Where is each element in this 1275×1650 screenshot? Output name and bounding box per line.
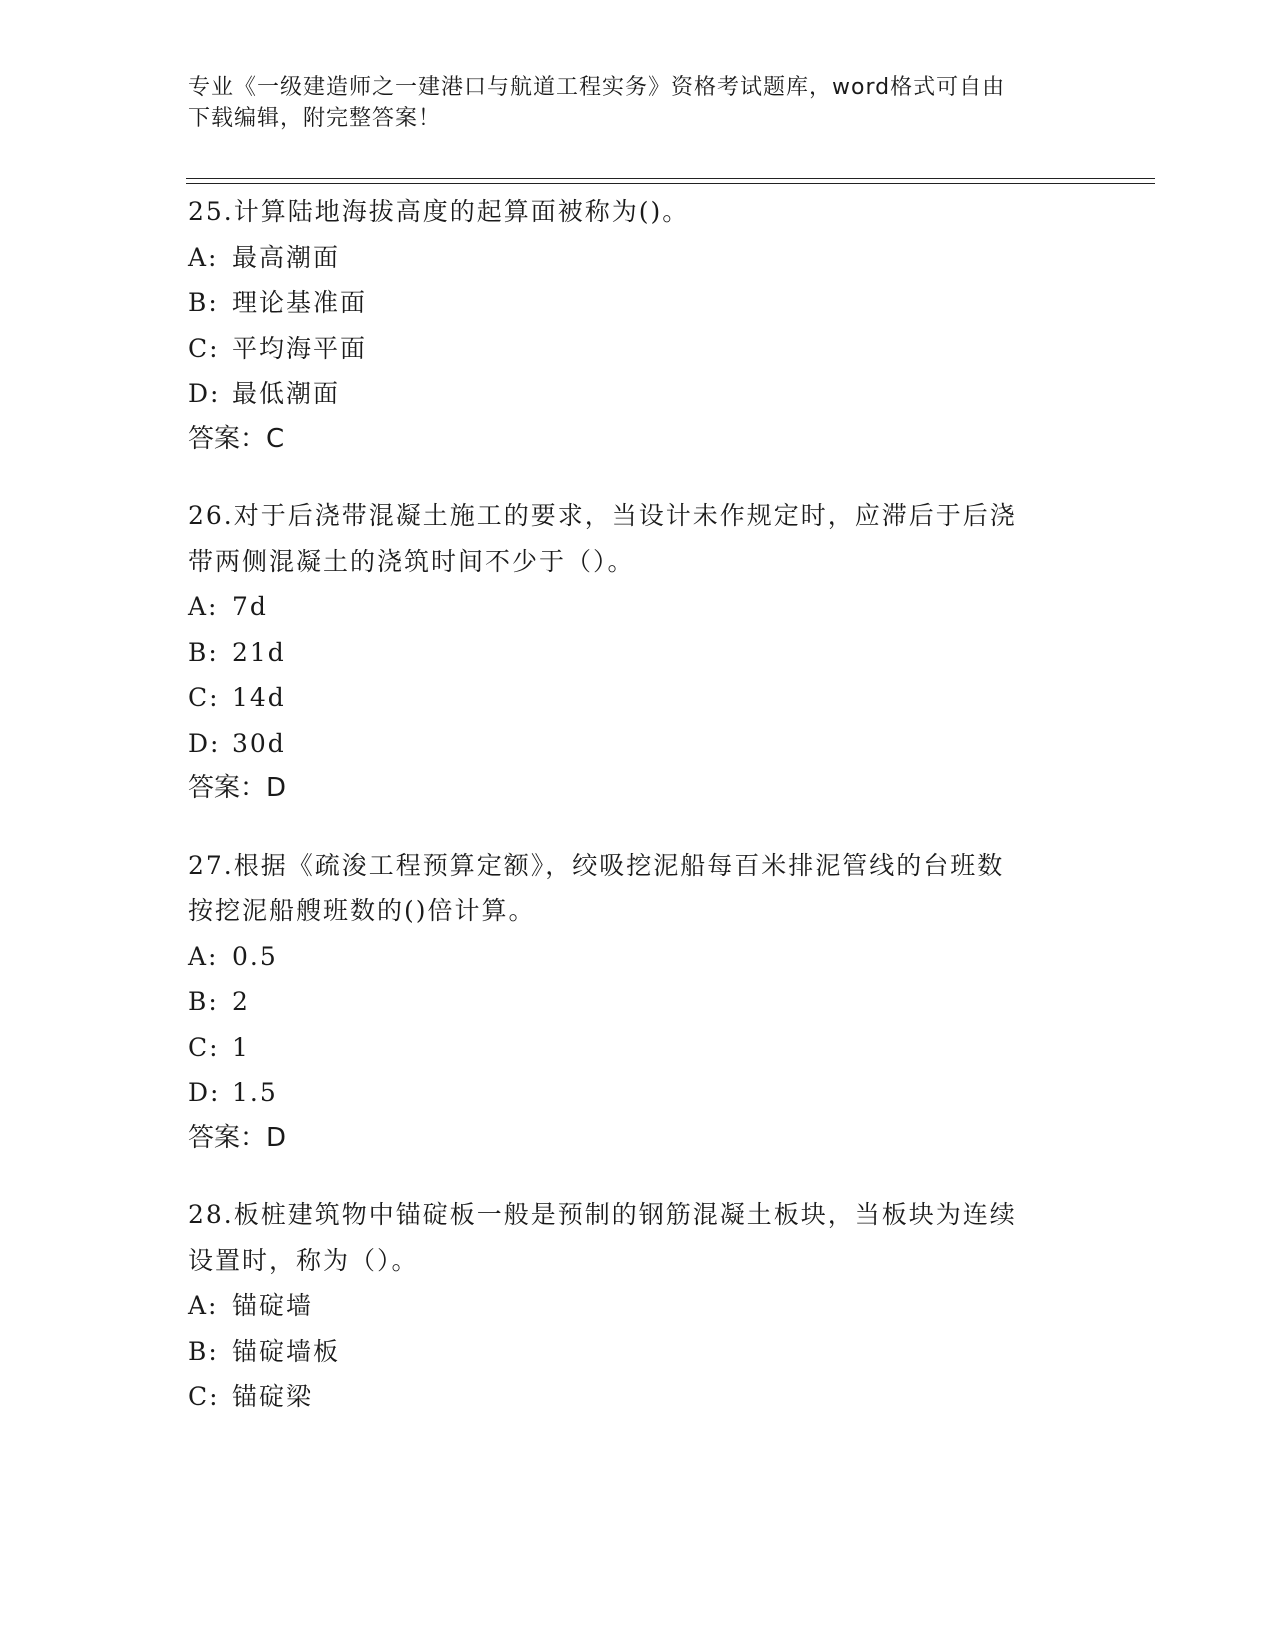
option-label: B: [188, 1336, 219, 1366]
option-text: 2 [232, 987, 250, 1016]
option-row [188, 1070, 1088, 1116]
option-label: C: [188, 683, 220, 712]
option-row [188, 1374, 1088, 1420]
option-text: 理论基准面 [232, 288, 368, 317]
option-text: 最低潮面 [232, 379, 341, 408]
option-row [188, 721, 1088, 767]
question-text: 28.板桩建筑物中锚碇板一般是预制的钢筋混凝土板块，当板块为连续 [188, 1200, 1017, 1229]
option-row [188, 934, 1088, 980]
option-row [188, 1283, 1088, 1329]
option-text: 1.5 [232, 1078, 278, 1107]
option-row [188, 979, 1088, 1025]
question-block [188, 843, 1088, 1162]
option-row [188, 630, 1088, 676]
question-block [188, 1192, 1088, 1420]
option-text: 1 [232, 1032, 250, 1062]
option-row [188, 235, 1088, 281]
document-header [188, 72, 1088, 134]
answer-text: 答案：D [188, 773, 287, 803]
option-label: D: [188, 1078, 221, 1107]
option-label: C: [188, 1032, 220, 1062]
option-row [188, 371, 1088, 417]
option-label: B: [188, 637, 219, 667]
question-text: 25.计算陆地海拔高度的起算面被称为()。 [188, 197, 690, 226]
option-label: B: [188, 288, 219, 317]
header-line-2: 下载编辑，附完整答案！ [188, 106, 442, 131]
option-row [188, 280, 1088, 326]
option-label: A: [188, 1291, 219, 1320]
answer-text: 答案：C [188, 423, 285, 454]
option-row [188, 1025, 1088, 1071]
answer-text: 答案：D [188, 1122, 287, 1153]
option-text: 锚碇梁 [232, 1382, 314, 1411]
option-text: 最高潮面 [232, 242, 341, 272]
header-line-1: 专业《一级建造师之一建港口与航道工程实务》资格考试题库，word格式可自由 [188, 75, 1006, 100]
option-text: 平均海平面 [232, 333, 368, 363]
option-text: 锚碇墙板 [232, 1336, 341, 1366]
option-label: A: [188, 941, 219, 971]
question-text: 带两侧混凝土的浇筑时间不少于（）。 [188, 546, 635, 576]
question-text: 26.对于后浇带混凝土施工的要求，当设计未作规定时，应滞后于后浇 [188, 501, 1017, 530]
header-divider-top [186, 178, 1155, 179]
question-block [188, 493, 1088, 812]
option-label: D: [188, 728, 221, 758]
option-label: C: [188, 1382, 220, 1411]
option-label: A: [188, 242, 219, 272]
option-label: B: [188, 987, 219, 1016]
option-row [188, 1329, 1088, 1375]
option-label: D: [188, 379, 221, 408]
option-row [188, 326, 1088, 372]
option-text: 21d [232, 637, 286, 667]
option-text: 锚碇墙 [232, 1291, 314, 1320]
option-row [188, 675, 1088, 721]
question-list [188, 189, 1088, 1451]
option-label: C: [188, 333, 220, 363]
question-text: 按挖泥船艘班数的()倍计算。 [188, 896, 536, 925]
question-text: 27.根据《疏浚工程预算定额》，绞吸挖泥船每百米排泥管线的台班数 [188, 850, 1005, 880]
option-text: 30d [232, 728, 286, 758]
option-row [188, 584, 1088, 630]
option-text: 0.5 [232, 941, 278, 971]
option-text: 14d [232, 683, 286, 712]
option-text: 7d [232, 592, 268, 621]
question-text: 设置时，称为（）。 [188, 1245, 419, 1275]
option-label: A: [188, 592, 219, 621]
header-divider-bottom [186, 183, 1155, 184]
question-block [188, 189, 1088, 462]
